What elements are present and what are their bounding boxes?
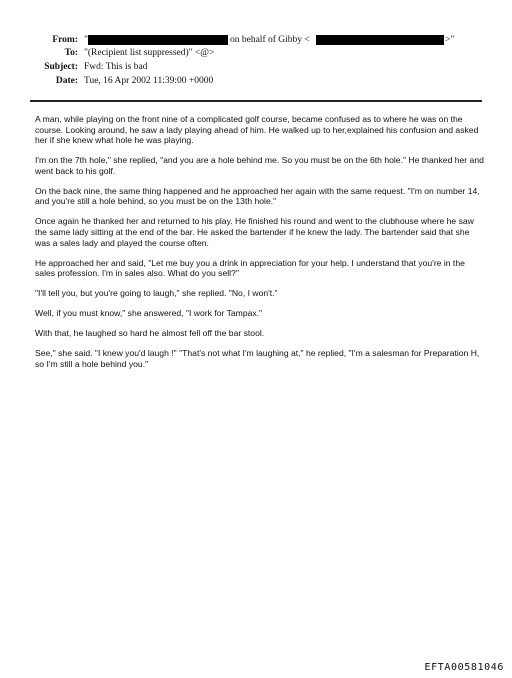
to-value: "(Recipient list suppressed)" <@>: [84, 48, 215, 58]
email-body: [35, 114, 485, 379]
body-paragraph: On the back nine, the same thing happened and he approached her again with the same request. "I'm on number 14, and you're still a hole behind, so you must be on the 13th hole.": [35, 185, 480, 207]
body-paragraph: With that, he laughed so hard he almost fell off the bar stool.: [35, 328, 265, 339]
date-value: Tue, 16 Apr 2002 11:39:00 +0000: [84, 76, 214, 86]
body-paragraph: Once again he thanked her and returned to his play. He finished his round and went to the clubhouse where he saw the same lady sitting at the end of the bar. He asked the bartender if he knew the lady. The bartender said that she was a sales lady and played the course often.: [35, 216, 474, 248]
date-label: Date:: [55, 76, 78, 86]
header-divider: [30, 100, 482, 102]
document-id: EFTA00581046: [424, 662, 504, 673]
body-paragraph: See," she said. "I knew you'd laugh !" "That's not what I'm laughing at," he replied, "I'm a salesman for Preparation H, so I'm still a hole behind you.": [35, 348, 480, 369]
redacted-sender-email: [316, 35, 444, 45]
from-close: >": [445, 35, 455, 45]
subject-label: Subject:: [44, 62, 78, 72]
from-open-quote: ": [84, 35, 88, 45]
body-paragraph: He approached her and said, "Let me buy you a drink in appreciation for your help. I understand that you're in the sales profession. I'm in sales also. What do you sell?": [35, 257, 465, 279]
body-paragraph: Well, if you must know," she answered, "I work for Tampax.": [35, 308, 263, 319]
redacted-sender-name: [88, 35, 228, 45]
body-paragraph: "I'll tell you, but you're going to laugh," she replied. "No, I won't.": [35, 288, 278, 299]
body-paragraph: A man, while playing on the front nine of a complicated golf course, became confused as to where he was on the course. Looking around, he saw a lady playing ahead of him. He walked up to her,explained his confusion and asked her if she knew what hole he was playing.: [35, 114, 479, 146]
subject-value: Fwd: This is bad: [84, 62, 148, 72]
from-label: From:: [52, 35, 78, 45]
to-label: To:: [64, 48, 78, 58]
from-suffix: [445, 35, 454, 45]
from-behalf: [230, 35, 310, 45]
from-behalf-text: on behalf of Gibby <: [230, 35, 310, 45]
body-paragraph: I'm on the 7th hole," she replied, "and you are a hole behind me. So you must be on the 6th hole." He thanked her and went back to his golf.: [35, 155, 484, 176]
